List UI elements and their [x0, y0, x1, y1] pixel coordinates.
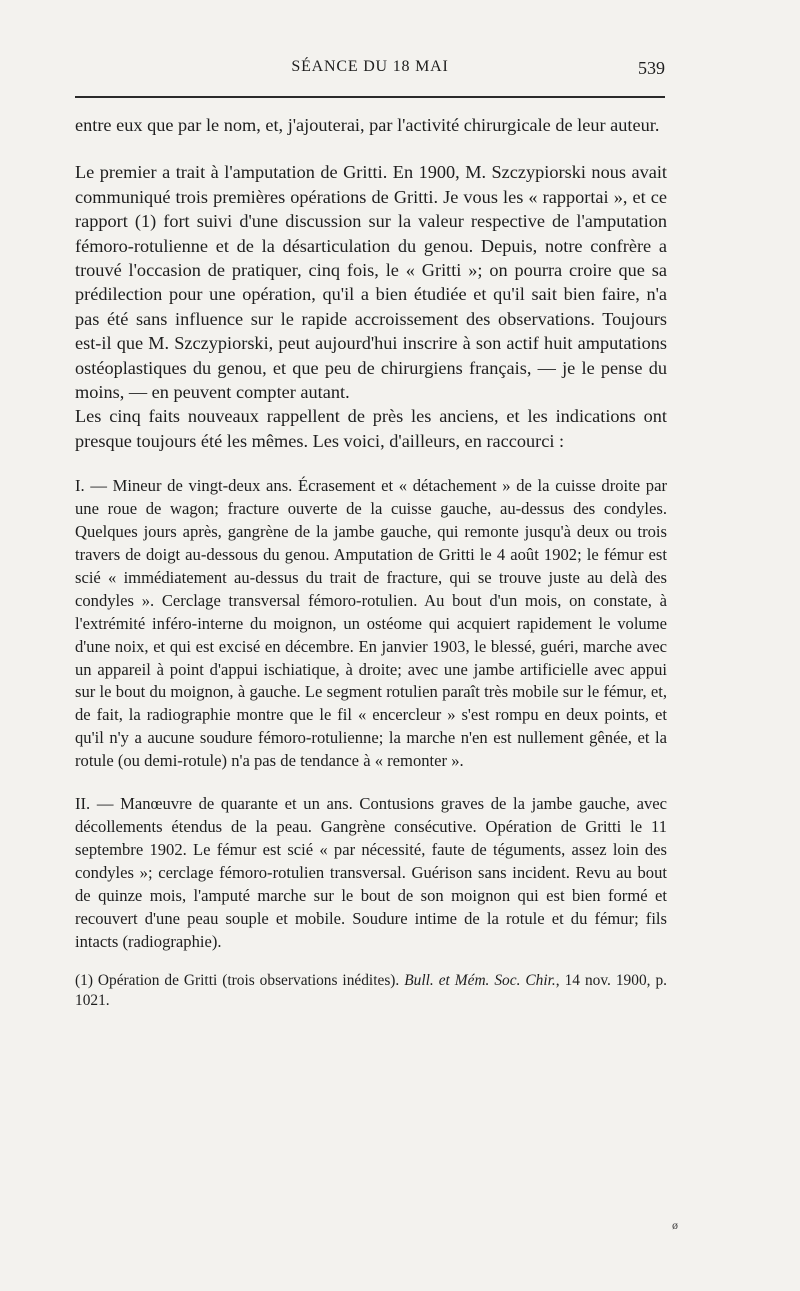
- paragraph-five-cases: Les cinq faits nouveaux rappellent de près les anciens, et les indications ont presque toujours été les mêmes. Les voici, d'ailleurs, en raccourci :: [75, 406, 667, 451]
- footnote-tail: , 14 nov. 1900, p. 1021.: [75, 972, 667, 1010]
- footnote: [75, 971, 667, 1011]
- running-head: SÉANCE DU 18 MAI: [291, 58, 449, 75]
- header-rule: [75, 96, 665, 98]
- case-observation-2: II. — Manœuvre de quarante et un ans. Contusions graves de la jambe gauche, avec décollements étendus de la peau. Gangrène consécutive. Opération de Gritti le 11 septembre 1902. Le fémur est scié « par nécessité, faute de téguments, assez loin des condyles »; cerclage fémoro-rotulien transversal. Guérison sans incident. Revu au bout de quinze mois, l'amputé marche sur le bout de son moignon qui est bien formé et recouvert d'une peau souple et mobile. Soudure intime de la rotule et du fémur; fils intacts (radiographie).: [75, 794, 667, 951]
- page-number: 539: [638, 58, 665, 78]
- paragraph-gritti-intro: Le premier a trait à l'amputation de Gritti. En 1900, M. Szczypiorski nous avait communiqué trois premières opérations de Gritti. Je vous les « rapportai », et ce rapport (1) fort suivi d'une discussion sur la valeur respective de l'amputation fémoro-rotulienne et de la désarticulation du genou. Depuis, notre confrère a trouvé l'occasion de pratiquer, cinq fois, le « Gritti »; on pourra croire que sa prédilection pour une opération, qu'il a bien étudiée et qu'il sait bien faire, n'a pas été sans influence sur le rapide accroissement des observations. Toujours est-il que M. Szczypiorski, peut aujourd'hui inscrire à son actif huit amputations ostéoplastiques du genou, et que peu de chirurgiens français, — je le pense du moins, — en peuvent compter autant.: [75, 162, 667, 403]
- margin-mark: ø: [672, 1218, 678, 1232]
- page-header: [75, 58, 665, 84]
- body-text: [75, 113, 667, 1011]
- case-observation-1: I. — Mineur de vingt-deux ans. Écrasement et « détachement » de la cuisse droite par une roue de wagon; fracture ouverte de la cuisse gauche, au-dessus des condyles. Quelques jours après, gangrène de la jambe gauche, qui remonte jusqu'à deux ou trois travers de doigt au-dessous du genou. Amputation de Gritti le 4 août 1902; le fémur est scié « immédiatement au-dessus du trait de fracture, qui se trouve juste au delà des condyles ». Cerclage transversal fémoro-rotulien. Au bout d'un mois, on constate, à l'extrémité inféro-interne du moignon, un ostéome qui acquiert rapidement le volume d'une noix, et qui est excisé en décembre. En janvier 1903, le blessé, guéri, marche avec un appareil à point d'appui ischiatique, à droite; avec une jambe artificielle avec appui sur le bout du moignon, à gauche. Le segment rotulien paraît très mobile sur le fémur, et, de fait, la radiographie montre que le fil « encercleur » s'est rompu en deux points, et qu'il n'y a aucune soudure fémoro-rotulienne; la marche n'en est nullement gênée, et la rotule (ou demi-rotule) n'a pas de tendance à « remonter ».: [75, 476, 667, 771]
- paragraph-continuation: entre eux que par le nom, et, j'ajouterai, par l'activité chirurgicale de leur auteur.: [75, 115, 660, 135]
- footnote-citation: Bull. et Mém. Soc. Chir.: [404, 972, 556, 990]
- footnote-text: (1) Opération de Gritti (trois observations inédites).: [75, 972, 400, 990]
